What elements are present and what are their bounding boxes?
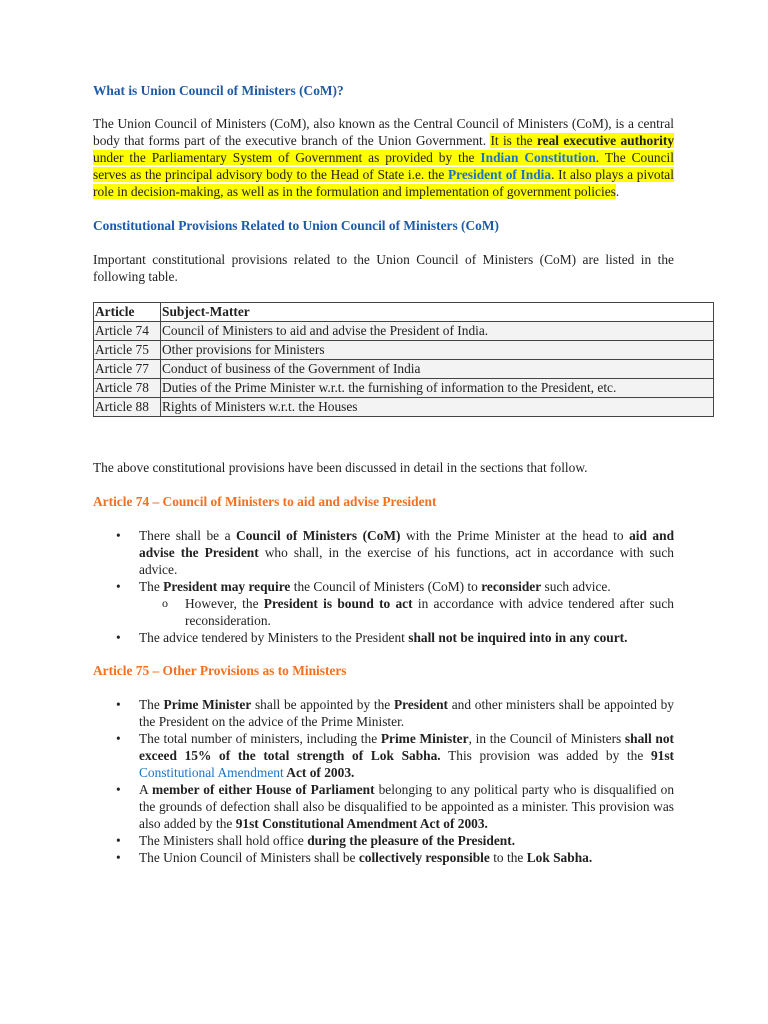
provisions-intro: Important constitutional provisions related to the Union Council of Ministers (CoM) are listed in the following table. [93,252,674,284]
bold-text: 91st [650,748,675,763]
hl-text-1: It is the [490,133,537,148]
page-title: What is Union Council of Ministers (CoM)? [93,83,344,98]
text: , in the Council of Ministers [468,731,625,746]
text: with the Prime Minister at the head to [400,528,630,543]
list-item [93,849,674,866]
text: There shall be a [139,528,237,543]
bold-text: 91st Constitutional Amendment Act of 2003. [235,816,488,831]
table-cell-article: Article 75 [94,341,161,360]
hl-text-3: . The Council serves as the principal advisory body to the Head of State i.e. the [93,150,674,182]
text: and other ministers shall be appointed by the President on the advice of the Prime Minister. [139,697,675,729]
text: to the [489,850,527,865]
text: The Union Council of Ministers shall be [139,850,359,865]
table-row [94,322,714,341]
text: This provision was added by the [440,748,651,763]
bold-text: President is bound to act [263,596,413,611]
bold-text: aid and advise the President [139,528,675,560]
sub-list [139,595,674,629]
text: the Council of Ministers (CoM) to [290,579,482,594]
table-row [94,398,714,417]
article-75-list [93,696,674,866]
text: shall be appointed by the [251,697,394,712]
bold-text: Prime Minister [163,697,252,712]
president-of-india-link[interactable]: President of India [447,167,552,182]
bold-text: President [393,697,449,712]
document-page [93,82,674,882]
table-cell-subject: Other provisions for Ministers [161,341,714,360]
table-cell-article: Article 88 [94,398,161,417]
intro-text: The Union Council of Ministers (CoM), also known as the Central Council of Ministers (CoM), is a central body that forms part of the executive branch of the Union Government. [93,116,674,148]
article-75-heading: Article 75 – Other Provisions as to Ministers [93,663,347,678]
text: belonging to any political party who is disqualified on the grounds of defection shall also be disqualified to be appointed as a minister. This provision was also added by the [139,782,675,831]
bold-text: shall not be inquired into in any court. [408,630,628,645]
text: The Ministers shall hold office [139,833,308,848]
hl-text-2: under the Parliamentary System of Government as provided by the [93,150,481,165]
text: who shall, in the exercise of his functions, act in accordance with such advice. [139,545,674,577]
bold-text: reconsider [481,579,542,594]
hl-text-4: . It also plays a pivotal role in decision-making, as well as in the formulation and implementation of government policies [93,167,674,199]
table-cell-article: Article 77 [94,360,161,379]
bold-text: shall not exceed 15% of the total strength of Lok Sabha. [139,731,675,763]
list-item [93,578,674,629]
list-item [93,730,674,781]
text: in accordance with advice tendered after such reconsideration. [185,596,674,628]
list-item [93,832,674,849]
sub-list-item [139,595,674,629]
text: The [139,579,164,594]
bold-text: collectively responsible [358,850,490,865]
table-row [94,341,714,360]
table-cell-subject: Rights of Ministers w.r.t. the Houses [161,398,714,417]
table-row [94,360,714,379]
bold-text: during the pleasure of the President. [307,833,516,848]
intro-end: . [615,184,620,199]
text: such advice. [541,579,611,594]
table-cell-subject: Conduct of business of the Government of India [161,360,714,379]
bold-text: President may require [163,579,291,594]
indian-constitution-link[interactable]: Indian Constitution [480,150,596,165]
table-cell-article: Article 78 [94,379,161,398]
provisions-heading: Constitutional Provisions Related to Union Council of Ministers (CoM) [93,218,499,233]
table-header-subject: Subject-Matter [161,303,714,322]
table-cell-subject: Council of Ministers to aid and advise the President of India. [161,322,714,341]
bold-text: Act of 2003. [283,765,355,780]
article-74-list [93,527,674,646]
bold-text: Council of Ministers (CoM) [236,528,401,543]
bold-text: Lok Sabha. [526,850,593,865]
text: A [139,782,152,797]
bold-text: Prime Minister [380,731,469,746]
table-header-row [94,303,714,322]
bold-text: member of either House of Parliament [151,782,375,797]
article-74-heading: Article 74 – Council of Ministers to aid and advise President [93,494,437,509]
list-item [93,527,674,578]
text: The [139,697,164,712]
table-header-article: Article [94,303,161,322]
text: The advice tendered by Ministers to the President [139,630,409,645]
hl-bold-text: real executive authority [536,133,675,148]
table-cell-subject: Duties of the Prime Minister w.r.t. the furnishing of information to the President, etc. [161,379,714,398]
table-cell-article: Article 74 [94,322,161,341]
provisions-table [93,302,714,417]
after-table-text: The above constitutional provisions have been discussed in detail in the sections that follow. [93,460,588,475]
text: The total number of ministers, including the [139,731,381,746]
list-item [93,696,674,730]
constitutional-amendment-link[interactable]: Constitutional Amendment [139,765,284,780]
list-item [93,629,674,646]
table-row [94,379,714,398]
text: However, the [185,596,264,611]
intro-paragraph [93,115,674,200]
list-item [93,781,674,832]
